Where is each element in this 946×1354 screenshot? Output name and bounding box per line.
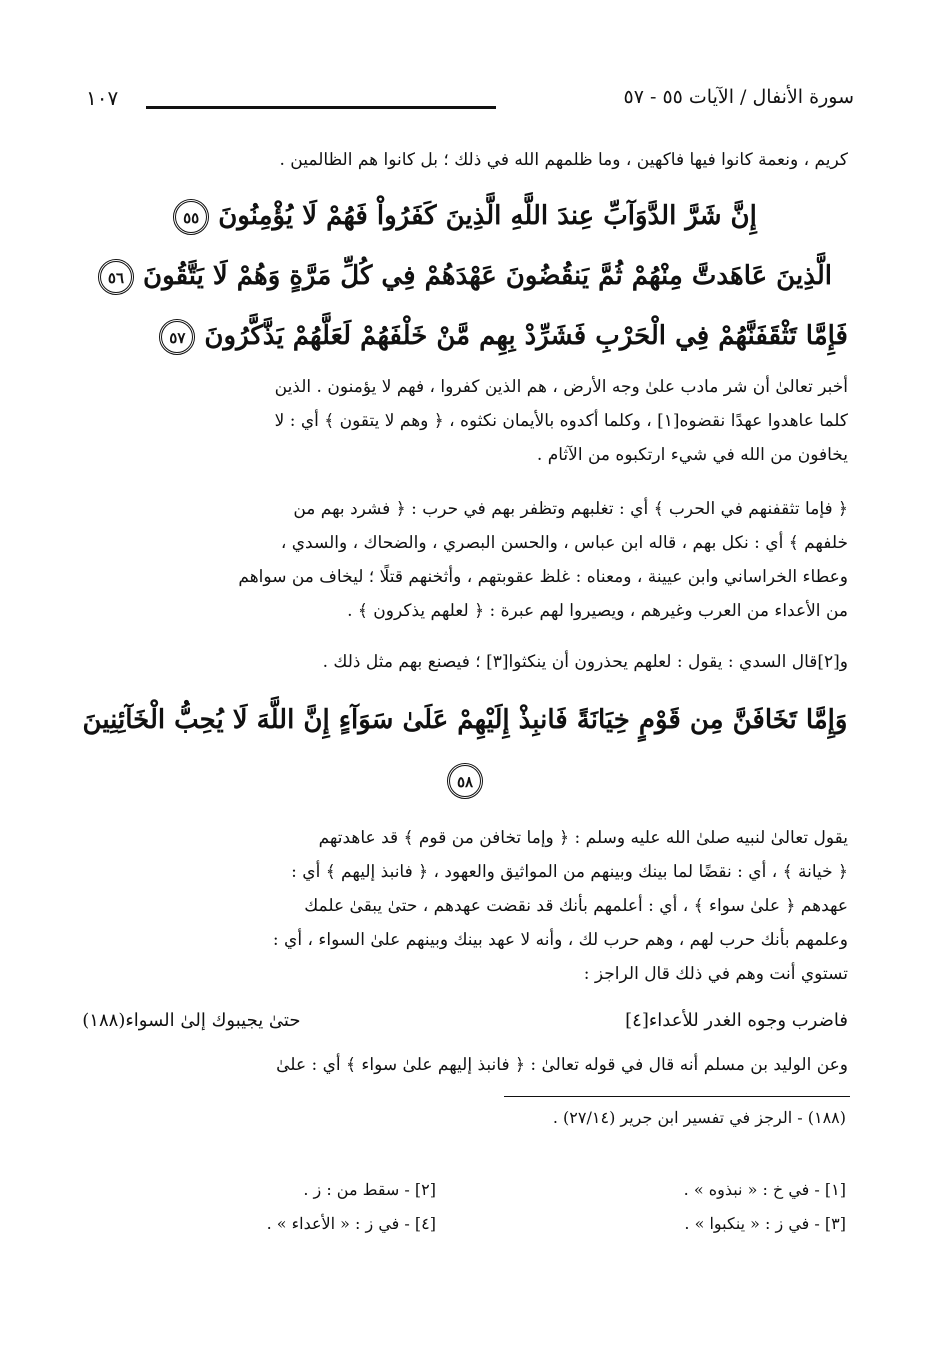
commentary-paragraph-1: [82, 370, 848, 472]
verse-line: [82, 750, 848, 810]
verse-marker-57: ٥٧: [159, 319, 195, 355]
text-line: كلما عاهدوا عهدًا نقضوه[١] ، وكلما أكدوه بالأيمان نكثوه ، ﴿ وهم لا يتقون ﴾ أي : لا: [274, 411, 848, 431]
verse-marker-58: ٥٨: [447, 763, 483, 799]
verse-line: [82, 246, 848, 306]
commentary-paragraph-3: [82, 645, 848, 679]
page-number: ١٠٧: [86, 86, 119, 110]
poem-verse: [82, 1004, 848, 1038]
footnote-4: [٤] - في ز : « الأعداء » .: [266, 1214, 436, 1233]
verse-line: [82, 306, 848, 366]
intro-paragraph: [82, 143, 848, 177]
commentary-paragraph-5: [82, 1048, 848, 1082]
footnote-188: (١٨٨) - الرجز في تفسير ابن جرير (٢٧/١٤) .: [552, 1108, 846, 1127]
text-line: عهدهم ﴿ علىٰ سواء ﴾ ، أي : أعلمهم بأنك قد نقضت عهدهم ، حتىٰ يبقىٰ علمك: [304, 896, 848, 916]
text-line: كريم ، ونعمة كانوا فيها فاكهين ، وما ظلمهم الله في ذلك ؛ بل كانوا هم الظالمين .: [279, 150, 848, 170]
commentary-paragraph-4: [82, 821, 848, 991]
verse-line: [82, 186, 848, 246]
footnote-3: [٣] - في ز : « ينكبوا » .: [684, 1214, 846, 1233]
text-line: وعن الوليد بن مسلم أنه قال في قوله تعالىٰ : ﴿ فانبذ إليهم علىٰ سواء ﴾ أي : علىٰ: [276, 1055, 848, 1075]
text-line: و[٢]قال السدي : يقول : لعلهم يحذرون أن ينكثوا[٣] ؛ فيصنع بهم مثل ذلك .: [322, 652, 848, 672]
verse-text: الَّذِينَ عَاهَدتَّ مِنْهُمْ ثُمَّ يَنقُضُونَ عَهْدَهُمْ فِي كُلِّ مَرَّةٍ وَهُمْ لَا يَتَّقُونَ: [143, 261, 832, 291]
verse-text: إِنَّ شَرَّ الدَّوَآبِّ عِندَ اللَّهِ الَّذِينَ كَفَرُواْ فَهُمْ لَا يُؤْمِنُونَ: [218, 201, 757, 231]
quran-verse-58: [82, 690, 848, 810]
text-line: ﴿ فإما تثقفنهم في الحرب ﴾ أي : تغلبهم وتظفر بهم في حرب : ﴿ فشرد بهم من: [293, 499, 848, 519]
text-line: يخافون من الله في شيء ارتكبوه من الآثام .: [536, 445, 848, 465]
verse-line: وَإِمَّا تَخَافَنَّ مِن قَوْمٍ خِيَانَةً فَانبِذْ إِلَيْهِمْ عَلَىٰ سَوَآءٍ إِنَّ اللَّهَ لَا يُحِبُّ الْخَآئِنِينَ: [82, 705, 848, 735]
footnote-1: [١] - في خ : « نبذوه » .: [683, 1180, 846, 1199]
footnote-rule: [504, 1096, 850, 1097]
verse-marker-56: ٥٦: [98, 259, 134, 295]
text-line: وعلمهم بأنك حرب لهم ، وهم حرب لك ، وأنه لا عهد بينك وبينهم علىٰ السواء ، أي :: [272, 930, 848, 950]
verse-text: فَإِمَّا تَثْقَفَنَّهُمْ فِي الْحَرْبِ فَشَرِّدْ بِهِم مَّنْ خَلْفَهُمْ لَعَلَّهُمْ يَذَّكَّرُونَ: [204, 321, 848, 351]
commentary-paragraph-2: [82, 492, 848, 628]
poem-hemistich-1: فاضرب وجوه الغدر للأعداء[٤]: [625, 1010, 848, 1031]
text-line: يقول تعالىٰ لنبيه صلىٰ الله عليه وسلم : ﴿ وإما تخافن من قوم ﴾ قد عاهدتهم: [318, 828, 848, 848]
footnote-2: [٢] - سقط من : ز .: [303, 1180, 436, 1199]
surah-header: سورة الأنفال / الآيات ٥٥ - ٥٧: [623, 86, 854, 108]
text-line: ﴿ خيانة ﴾ ، أي : نقضًا لما بينك وبينهم من المواثيق والعهود ، ﴿ فانبذ إليهم ﴾ أي :: [291, 862, 848, 882]
text-line: من الأعداء من العرب وغيرهم ، ويصيروا لهم عبرة : ﴿ لعلهم يذكرون ﴾ .: [347, 601, 848, 621]
verse-marker-55: ٥٥: [173, 199, 209, 235]
header-rule: [146, 106, 496, 109]
text-line: خلفهم ﴾ أي : نكل بهم ، قاله ابن عباس ، والحسن البصري ، والضحاك ، والسدي ،: [280, 533, 848, 553]
text-line: وعطاء الخراساني وابن عيينة ، ومعناه : غلظ عقوبتهم ، وأثخنهم قتلًا ؛ ليخاف من سواهم: [238, 567, 848, 587]
text-line: أخبر تعالىٰ أن شر مادب علىٰ وجه الأرض ، هم الذين كفروا ، فهم لا يؤمنون . الذين: [274, 377, 848, 397]
quran-verses-55-57: [82, 186, 848, 366]
text-line: تستوي أنت وهم في ذلك قال الراجز :: [583, 964, 848, 984]
poem-hemistich-2: حتىٰ يجيبوك إلىٰ السواء(١٨٨): [82, 1010, 301, 1031]
